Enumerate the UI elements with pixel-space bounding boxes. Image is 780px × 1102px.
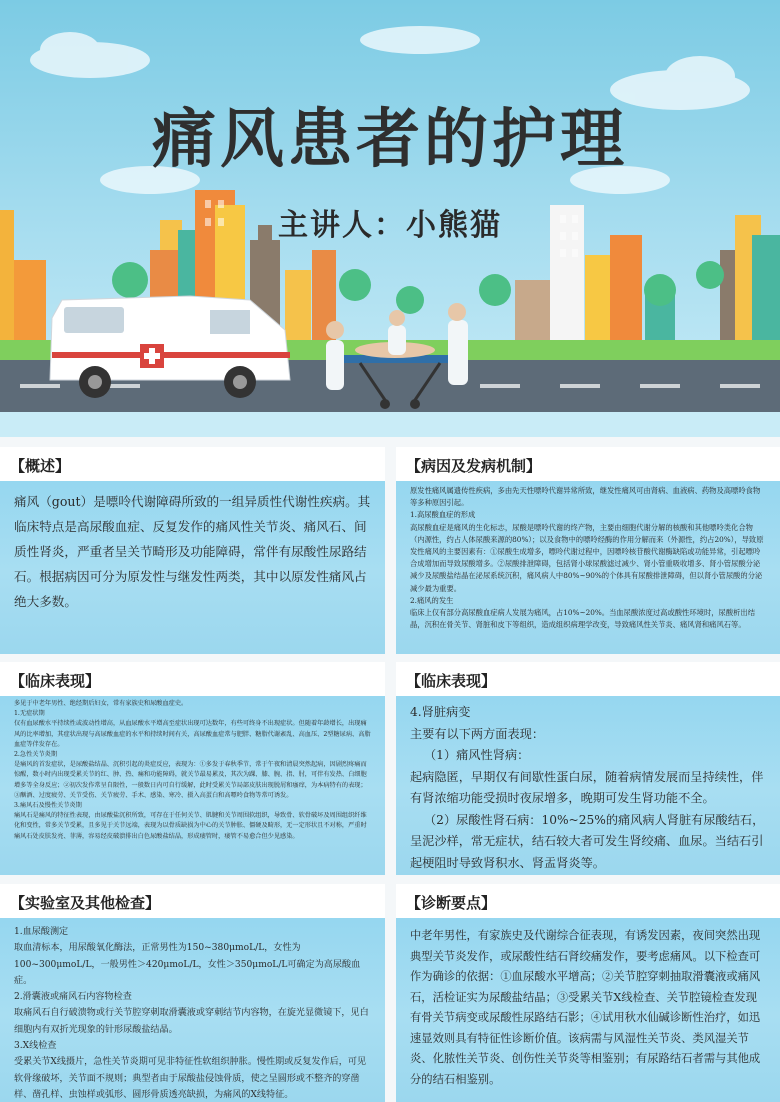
paragraph: 4.肾脏病变 — [410, 705, 471, 719]
paragraph: 受累关节X线摄片，急性关节炎期可见非特征性软组织肿胀。慢性期或反复发作后，可见软骨缘破坏，关节面不规则；典型者由于尿酸盐侵蚀骨质，使之呈圆形或不整齐的穿凿样、凿孔样、虫蚀样或弧形、圆形骨质透亮缺损，为痛风的X线特征。 — [14, 1057, 367, 1100]
paragraph: 痛风（gout）是嘌呤代谢障碍所致的一组异质性代谢性疾病。其临床特点是高尿酸血症、反复发作的痛风性关节炎、痛风石、间质性肾炎，严重者呈关节畸形及功能障碍，常伴有尿酸性尿路结石。根据病因可分为原发性与继发性两类，其中以原发性痛风占绝大多数。 — [14, 494, 371, 609]
paragraph: 临床上仅有部分高尿酸血症病人发展为痛风，占10%~20%。当血尿酸浓度过高或酸性环境时，尿酸析出结晶，沉积在骨关节、肾脏和皮下等组织，造成组织病理学改变，导致痛风性关节炎、痛风肾和痛风石等。 — [410, 608, 756, 630]
paragraph: （2）尿酸性肾石病：10%~25%的痛风病人肾脏有尿酸结石，呈泥沙样，常无症状，结石较大者可发生肾绞痛、血尿。当结石引起梗阻时导致肾积水、肾盂肾炎等。 — [410, 812, 765, 870]
title-banner — [0, 0, 780, 437]
section-header — [0, 662, 385, 696]
section-header — [0, 884, 385, 918]
diagnosis-card — [396, 884, 780, 1102]
page-title: 痛风患者的护理 — [152, 102, 628, 177]
section-body — [14, 924, 371, 1102]
clinical-card-2 — [396, 662, 780, 875]
section-heading: 【病因及发病机制】 — [406, 457, 542, 475]
paragraph: 2.滑囊液或痛风石内容物检查 — [14, 992, 132, 1003]
paragraph: 原发性痛风属遗传性疾病，多由先天性嘌呤代谢异常所致，继发性痛风可由肾病、血液病、药物及高嘌呤食物等多种原因引起。 — [410, 486, 761, 508]
section-header — [396, 884, 780, 918]
paragraph: 起病隐匿，早期仅有间歇性蛋白尿，随着病情发展而呈持续性，伴有肾浓缩功能受损时夜尿增多，晚期可发生肾功能不全。 — [410, 769, 764, 805]
section-body — [410, 702, 766, 874]
paragraph: 取血清标本，用尿酸氧化酶法，正常男性为150~380μmoL/L，女性为100~300μmoL/L，一般男性＞420μmoL/L，女性＞350μmoL/L可确定为高尿酸血症。 — [14, 943, 361, 986]
section-body — [410, 485, 766, 631]
paragraph: 高尿酸血症是痛风的生化标志，尿酸是嘌呤代谢的终产物，主要由细胞代谢分解的核酸和其他嘌呤类化合物（内源性，约占人体尿酸来源的80%）；以及食物中的嘌呤经酶的作用分解而来（外源性，约占20%），导致原发性痛风的主要因素有：①尿酸生成增多，嘌呤代谢过程中，因嘌呤核苷酸代谢酶缺陷或功能异常，引起嘌呤合成增加而导致尿酸增多。②尿酸排泄障碍，包括肾小球尿酸滤过减少、肾小管重吸收增多、肾小管尿酸分泌减少及尿酸盐结晶在泌尿系统沉积，痛风病人中80%~90%的个体具有尿酸排泄障碍，但以肾小管尿酸的分泌减少最为重要。 — [410, 522, 764, 593]
clinical-card-1 — [0, 662, 385, 875]
section-heading: 【诊断要点】 — [406, 894, 497, 912]
paragraph: 2.急性关节炎期 — [14, 751, 58, 759]
section-heading: 【临床表现】 — [10, 672, 101, 690]
paragraph: 1.高尿酸血症的形成 — [410, 510, 476, 520]
lab-card — [0, 884, 385, 1102]
section-body — [14, 699, 371, 842]
section-body — [410, 926, 766, 1090]
cause-card — [396, 447, 780, 654]
paragraph: 主要有以下两方面表现： — [410, 726, 545, 741]
paragraph: 是痛风的首发症状，是尿酸盐结晶、沉积引起的炎症反应，表现为：①多发于春秋季节，常于午夜和清晨突然起病，因剧烈疼痛而惊醒，数小时内出现受累关节的红、肿、热、痛和功能障碍，就关节最易累及，其次为踝、膝、腕、指、肘，可伴有发热、白细胞增多等全身反应；②初次发作常呈自限性，一般数日内可自行缓解，此时受累关节局部皮肤出现脱屑和瘙痒，为本病特有的表现；③酗酒、过度疲劳、关节受伤、关节疲劳、手术、感染、寒冷、摄入高蛋白和高嘌呤食物等常可诱发。 — [14, 761, 367, 799]
paragraph: 1.血尿酸测定 — [14, 927, 69, 937]
paragraph: 取痛风石自行破溃物或行关节腔穿刺取滑囊液或穿刺结节内容物，在旋光显微镜下，见白细胞内有双折光现象的针形尿酸盐结晶。 — [14, 1008, 369, 1035]
speaker-line: 主讲人：小熊猫 — [278, 208, 502, 243]
paragraph: 仅有血尿酸水平持续性或波动性增高，从血尿酸水平增高至症状出现可达数年，有些可终身不出现症状。但随着年龄增长，出现痛风的比率增加，其症状出现与高尿酸血症的水平和持续时间有关，高尿酸血症常与肥胖、糖脂代谢紊乱、高血压、2型糖尿病、高脂血症等伴发存在。 — [14, 720, 371, 748]
paragraph: 1.无症状期 — [14, 710, 45, 718]
section-header — [0, 447, 385, 481]
section-heading: 【实验室及其他检查】 — [10, 894, 161, 912]
paragraph: 3.X线检查 — [14, 1041, 57, 1052]
paragraph: 中老年男性，有家族史及代谢综合征表现，有诱发因素，夜间突然出现典型关节炎发作，或尿酸性结石肾绞痛发作，要考虑痛风。以下检查可作为确诊的依据：①血尿酸水平增高；②关节腔穿刺抽取滑囊液或痛风石，活检证实为尿酸盐结晶；③受累关节X线检查、关节腔镜检查发现有骨关节病变或尿酸性尿路结石影；④试用秋水仙碱诊断性治疗，如迅速显效则具有特征性诊断价值。该病需与风湿性关节炎、类风湿关节炎、化脓性关节炎、创伤性关节炎等相鉴别；有尿路结石者需与其他成分的结石相鉴别。 — [410, 929, 761, 1086]
paragraph: 3.痛风石及慢性关节炎期 — [14, 802, 82, 810]
paragraph: （1）痛风性肾病： — [424, 748, 530, 762]
paragraph: 痛风石是痛风的特征性表现，由尿酸盐沉积所致，可存在于任何关节、肌腱和关节周围软组织，导致骨、软骨破坏及周围组织纤维化和变性，常多关节受累，且多见于关节远端，表现为以骨质缺损为中心的关节肿胀、僵硬及畸形，无一定形状且不对称，严重时痛风石处皮肤发亮、菲薄，容易经皮破溃排出白色尿酸盐结晶，形成瘘管时，瘘管不易愈合但少见感染。 — [14, 812, 367, 840]
section-heading: 【临床表现】 — [406, 672, 497, 690]
section-header — [396, 662, 780, 696]
paragraph: 2.痛风的发生 — [410, 595, 454, 605]
paragraph: 多见于中老年男性、绝经期后妇女，常有家族史和尿酸血症史。 — [14, 700, 188, 707]
section-header — [396, 447, 780, 481]
section-body — [14, 489, 371, 614]
section-heading: 【概述】 — [10, 457, 71, 475]
overview-card — [0, 447, 385, 654]
